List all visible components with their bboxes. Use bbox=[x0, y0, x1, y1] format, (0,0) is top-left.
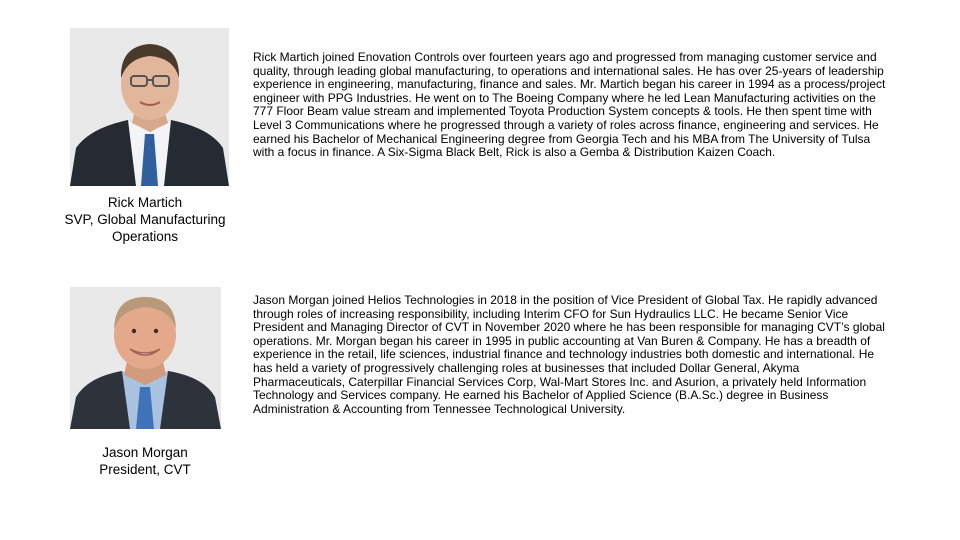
executive-title: President, CVT bbox=[99, 462, 191, 477]
jason-morgan-caption bbox=[45, 444, 245, 478]
portrait-photo-icon bbox=[70, 28, 229, 186]
executive-name: Rick Martich bbox=[107, 195, 183, 210]
rick-martich-photo bbox=[70, 28, 229, 186]
portrait-photo-icon bbox=[70, 287, 221, 429]
executive-title-continued: Operations bbox=[111, 229, 179, 244]
executive-name: Jason Morgan bbox=[102, 445, 188, 460]
jason-morgan-photo bbox=[70, 287, 221, 429]
jason-morgan-bio: Jason Morgan joined Helios Technologies in 2018 in the position of Vice President of Global Tax. He rapidly advanced through roles of increasing responsibility, including Interim CFO for Sun Hydraulics LLC. He became Senior Vice President and Managing Director of CVT in November 2020 where he has been responsible for managing CVT’s global operations. Mr. Morgan began his career in 1995 in public accounting at Van Buren & Company. He has a breadth of experience in the retail, life sciences, industrial finance and technology industries both domestic and international. He has held a variety of progressively challenging roles at businesses that included Dollar General, Akyma Pharmaceuticals, Caterpillar Financial Services Corp, Wal-Mart Stores Inc. and Asurion, a privately held Information Technology and Services company. He earned his Bachelor of Applied Science (B.A.Sc.) degree in Business Administration & Accounting from Tennessee Technological University. bbox=[253, 293, 885, 416]
rick-martich-caption bbox=[45, 194, 245, 245]
executive-title: SVP, Global Manufacturing bbox=[64, 212, 226, 227]
rick-martich-bio: Rick Martich joined Enovation Controls over fourteen years ago and progressed from managing customer service and quality, through leading global manufacturing, to operations and international sales. He has over 25-years of leadership experience in engineering, manufacturing, finance and sales. Mr. Martich began his career in 1994 as a process/project engineer with PPG Industries. He went on to The Boeing Company where he led Lean Manufacturing activities on the 777 Floor Beam value stream and implemented Toyota Production System concepts & tools. He then spent time with Level 3 Communications where he progressed through a variety of roles across finance, engineering and services. He earned his Bachelor of Mechanical Engineering degree from Georgia Tech and his MBA from The University of Tulsa with a focus in finance. A Six-Sigma Black Belt, Rick is also a Gemba & Distribution Kaizen Coach. bbox=[253, 50, 886, 160]
